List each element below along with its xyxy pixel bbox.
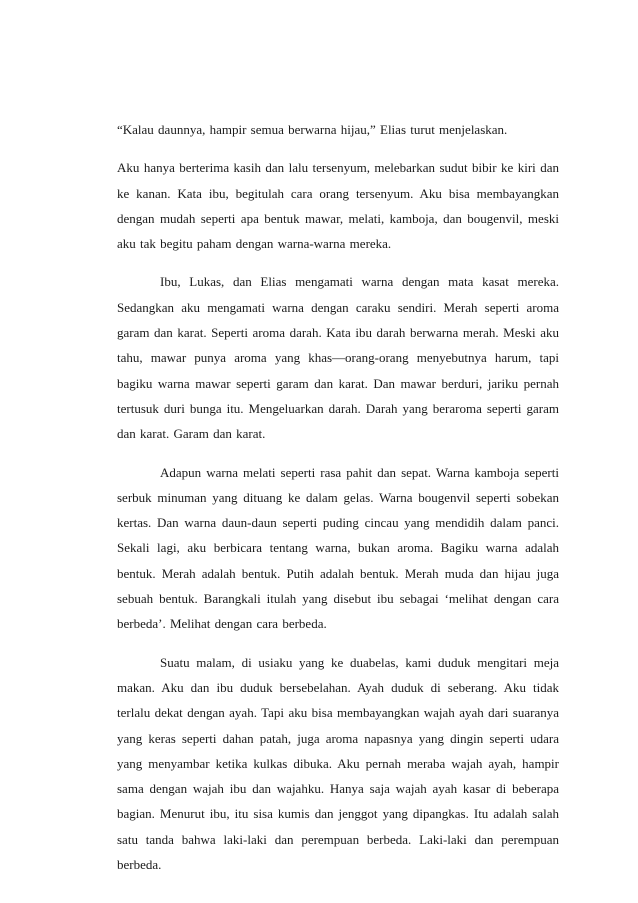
paragraph-colors-as-shapes: Adapun warna melati seperti rasa pahit dan sepat. Warna kamboja seperti serbuk minuman yang dituang ke dalam gelas. Warna bougenvil seperti sobekan kertas. Dan warna daun-daun seperti puding cincau yang mendidih dalam panci. Sekali lagi, aku berbicara tentang warna, bukan aroma. Bagiku warna adalah bentuk. Merah adalah bentuk. Putih adalah bentuk. Merah muda dan hijau juga sebuah bentuk. Barangkali itulah yang disebut ibu sebagai ‘melihat dengan cara berbeda’. Melihat dengan cara berbeda. bbox=[117, 464, 559, 632]
paragraph-dinner-table: Suatu malam, di usiaku yang ke duabelas, kami duduk mengitari meja makan. Aku dan ibu duduk bersebelahan. Ayah duduk di seberang. Aku tidak terlalu dekat dengan ayah. Tapi aku bisa membayangkan wajah ayah dari suaranya yang keras seperti dahan patah, juga aroma napasnya yang dingin seperti udara yang menyambar ketika kulkas dibuka. Aku pernah meraba wajah ayah, hampir sama dengan wajah ibu dan wajahku. Hanya saja wajah ayah kasar di beberapa bagian. Menurut ibu, itu sisa kumis dan jenggot yang dipangkas. Itu adalah salah satu tanda bahwa laki-laki dan perempuan berbeda. Laki-laki dan perempuan berbeda. bbox=[117, 654, 559, 873]
document-body bbox=[117, 117, 559, 877]
paragraph-smile: Aku hanya berterima kasih dan lalu tersenyum, melebarkan sudut bibir ke kiri dan ke kanan. Kata ibu, begitulah cara orang tersenyum. Aku bisa membayangkan dengan mudah seperti apa bentuk mawar, melati, kamboja, dan bougenvil, meski aku tak begitu paham dengan warna-warna mereka. bbox=[117, 160, 559, 252]
paragraph-red-color: Ibu, Lukas, dan Elias mengamati warna dengan mata kasat mereka. Sedangkan aku mengamati warna dengan caraku sendiri. Merah seperti aroma garam dan karat. Seperti aroma darah. Kata ibu darah berwarna merah. Meski aku tahu, mawar punya aroma yang khas—orang-orang menyebutnya harum, tapi bagiku warna mawar seperti garam dan karat. Dan mawar berduri, jariku pernah tertusuk duri bunga itu. Mengeluarkan darah. Darah yang beraroma seperti garam dan karat. Garam dan karat. bbox=[117, 274, 559, 442]
paragraph-dialogue: “Kalau daunnya, hampir semua berwarna hijau,” Elias turut menjelaskan. bbox=[117, 122, 508, 137]
